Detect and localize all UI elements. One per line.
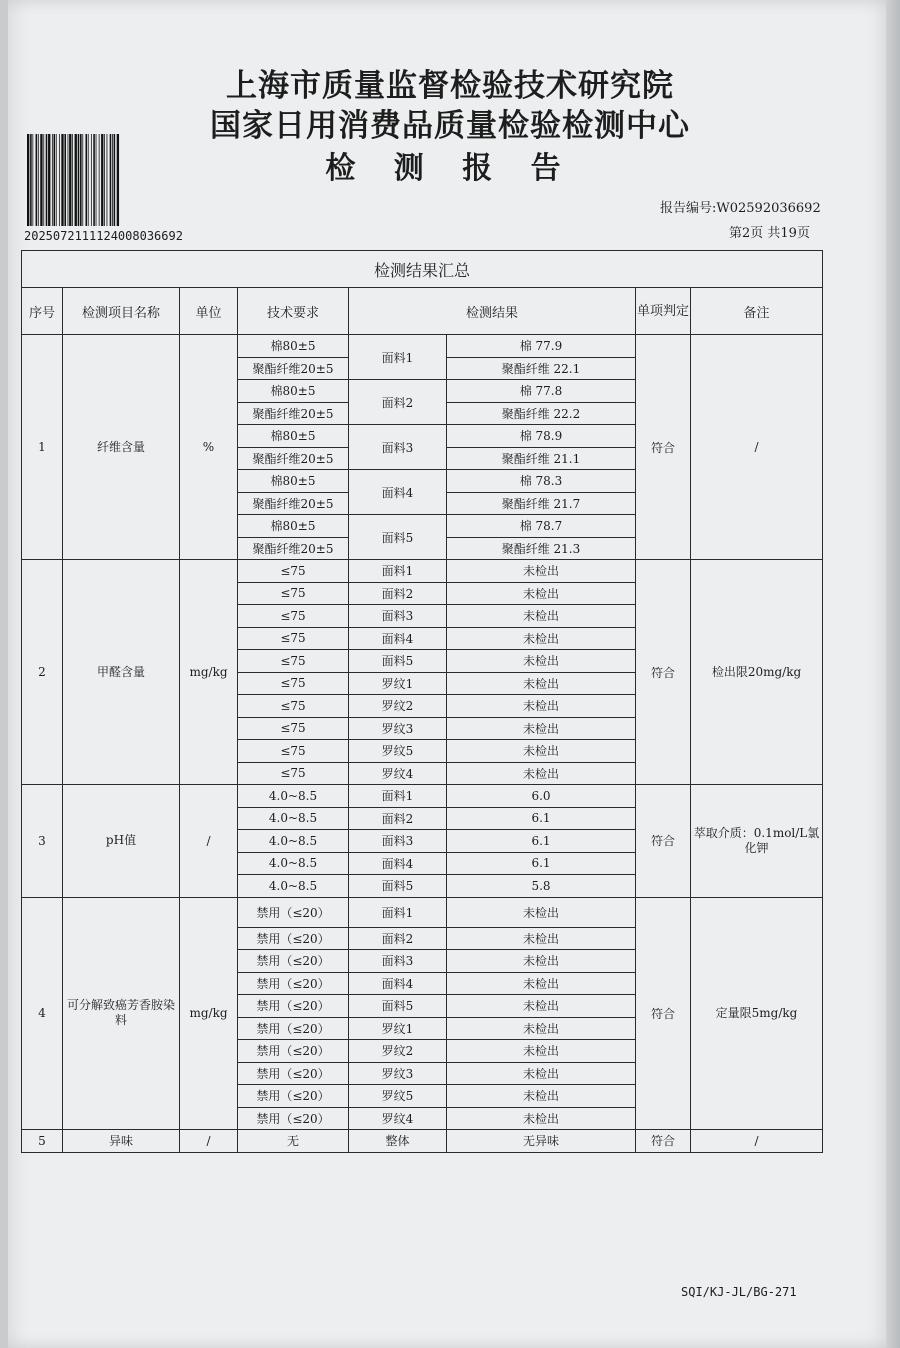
result-cell: 未检出 [447,972,636,995]
requirement-cell: 聚酯纤维20±5 [238,537,349,560]
unit-cell: mg/kg [180,897,238,1130]
results-summary-table [21,250,823,1153]
sample-part-cell: 罗纹3 [349,1062,447,1085]
requirement-cell: 禁用（≤20） [238,1040,349,1063]
binding-edge [886,0,900,1348]
form-code: SQI/KJ-JL/BG-271 [681,1285,797,1299]
handwritten-note [858,360,884,460]
requirement-cell: 聚酯纤维20±5 [238,357,349,380]
sample-part-cell: 面料3 [349,425,447,470]
requirement-cell: 禁用（≤20） [238,927,349,950]
document-title: 检 测 报 告 [325,151,575,186]
page-number: 第2页 共19页 [729,226,810,241]
requirement-cell: 禁用（≤20） [238,1017,349,1040]
remark-cell: / [691,1130,823,1153]
unit-cell: mg/kg [180,560,238,785]
requirement-cell: ≤75 [238,582,349,605]
header-requirement: 技术要求 [238,288,349,335]
sample-part-cell: 面料3 [349,950,447,973]
org-name-line1: 上海市质量监督检验技术研究院 [226,68,674,104]
result-cell: 无异味 [447,1130,636,1153]
sample-part-cell: 面料5 [349,875,447,898]
result-cell: 未检出 [447,995,636,1018]
result-cell: 棉 77.8 [447,380,636,403]
result-cell: 6.0 [447,785,636,808]
judgement-cell: 符合 [636,897,691,1130]
item-name-cell: 甲醛含量 [63,560,180,785]
judgement-cell: 符合 [636,560,691,785]
requirement-cell: 4.0~8.5 [238,875,349,898]
requirement-cell: 4.0~8.5 [238,852,349,875]
requirement-cell: 棉80±5 [238,425,349,448]
requirement-cell: 棉80±5 [238,380,349,403]
barcode-image [26,134,192,226]
table-row [22,560,823,583]
sample-part-cell: 罗纹4 [349,1107,447,1130]
unit-cell: / [180,1130,238,1153]
result-cell: 未检出 [447,650,636,673]
unit-cell: % [180,335,238,560]
unit-cell: / [180,785,238,898]
judgement-cell: 符合 [636,1130,691,1153]
result-cell: 聚酯纤维 21.7 [447,492,636,515]
sample-part-cell: 面料3 [349,830,447,853]
result-cell: 未检出 [447,1062,636,1085]
item-name-cell: 异味 [63,1130,180,1153]
requirement-cell: ≤75 [238,740,349,763]
seq-cell: 5 [22,1130,63,1153]
result-cell: 棉 78.9 [447,425,636,448]
requirement-cell: 禁用（≤20） [238,1062,349,1085]
table-row [22,785,823,808]
item-name-cell: pH值 [63,785,180,898]
result-cell: 未检出 [447,897,636,927]
requirement-cell: ≤75 [238,717,349,740]
result-cell: 未检出 [447,672,636,695]
sample-part-cell: 面料4 [349,627,447,650]
result-cell: 未检出 [447,695,636,718]
sample-part-cell: 面料2 [349,380,447,425]
result-cell: 棉 78.7 [447,515,636,538]
requirement-cell: 棉80±5 [238,515,349,538]
requirement-cell: 无 [238,1130,349,1153]
result-cell: 未检出 [447,605,636,628]
header-seq: 序号 [22,288,63,335]
requirement-cell: 聚酯纤维20±5 [238,492,349,515]
header-remark: 备注 [691,288,823,335]
judgement-cell: 符合 [636,785,691,898]
requirement-cell: 禁用（≤20） [238,972,349,995]
seq-cell: 4 [22,897,63,1130]
sample-part-cell: 面料5 [349,650,447,673]
result-cell: 6.1 [447,852,636,875]
requirement-cell: 4.0~8.5 [238,807,349,830]
seq-cell: 1 [22,335,63,560]
requirement-cell: 禁用（≤20） [238,1107,349,1130]
requirement-cell: 禁用（≤20） [238,950,349,973]
sample-part-cell: 面料3 [349,605,447,628]
sample-part-cell: 面料4 [349,852,447,875]
result-cell: 棉 78.3 [447,470,636,493]
sample-part-cell: 罗纹2 [349,695,447,718]
remark-cell: / [691,335,823,560]
sample-part-cell: 面料1 [349,785,447,808]
requirement-cell: 4.0~8.5 [238,785,349,808]
sample-part-cell: 罗纹4 [349,762,447,785]
header-judgement: 单项判定 [636,288,691,335]
remark-cell: 检出限20mg/kg [691,560,823,785]
requirement-cell: ≤75 [238,762,349,785]
header-unit: 单位 [180,288,238,335]
sample-part-cell: 罗纹5 [349,1085,447,1108]
result-cell: 未检出 [447,1017,636,1040]
sample-part-cell: 面料4 [349,972,447,995]
header-result: 检测结果 [349,288,636,335]
requirement-cell: ≤75 [238,627,349,650]
requirement-cell: ≤75 [238,650,349,673]
result-cell: 未检出 [447,740,636,763]
requirement-cell: 禁用（≤20） [238,897,349,927]
requirement-cell: ≤75 [238,695,349,718]
requirement-cell: 棉80±5 [238,335,349,358]
result-cell: 未检出 [447,560,636,583]
requirement-cell: 聚酯纤维20±5 [238,447,349,470]
result-cell: 6.1 [447,830,636,853]
requirement-cell: 棉80±5 [238,470,349,493]
requirement-cell: 4.0~8.5 [238,830,349,853]
sample-part-cell: 面料4 [349,470,447,515]
barcode-number: 20250721111240080366​92 [24,229,183,243]
result-cell: 未检出 [447,927,636,950]
sample-part-cell: 面料1 [349,897,447,927]
sample-part-cell: 罗纹1 [349,672,447,695]
sample-part-cell: 罗纹3 [349,717,447,740]
result-cell: 聚酯纤维 22.2 [447,402,636,425]
result-cell: 聚酯纤维 21.1 [447,447,636,470]
seq-cell: 2 [22,560,63,785]
sample-part-cell: 面料2 [349,807,447,830]
sample-part-cell: 面料2 [349,582,447,605]
requirement-cell: 禁用（≤20） [238,995,349,1018]
sample-part-cell: 面料5 [349,515,447,560]
result-cell: 未检出 [447,1085,636,1108]
sample-part-cell: 罗纹2 [349,1040,447,1063]
requirement-cell: ≤75 [238,605,349,628]
sample-part-cell: 罗纹1 [349,1017,447,1040]
requirement-cell: 禁用（≤20） [238,1085,349,1108]
result-cell: 聚酯纤维 22.1 [447,357,636,380]
sample-part-cell: 面料1 [349,560,447,583]
table-row [22,335,823,358]
result-cell: 未检出 [447,627,636,650]
requirement-cell: 聚酯纤维20±5 [238,402,349,425]
result-cell: 未检出 [447,717,636,740]
table-caption: 检测结果汇总 [22,251,823,288]
result-cell: 6.1 [447,807,636,830]
item-name-cell: 纤维含量 [63,335,180,560]
header-item: 检测项目名称 [63,288,180,335]
requirement-cell: ≤75 [238,672,349,695]
result-cell: 未检出 [447,762,636,785]
table-row [22,1130,823,1153]
sample-part-cell: 面料1 [349,335,447,380]
result-cell: 未检出 [447,582,636,605]
sample-part-cell: 整体 [349,1130,447,1153]
result-cell: 聚酯纤维 21.3 [447,537,636,560]
result-cell: 棉 77.9 [447,335,636,358]
report-number: 报告编号:W02592036692 [660,201,821,216]
result-cell: 未检出 [447,950,636,973]
seq-cell: 3 [22,785,63,898]
sample-part-cell: 面料2 [349,927,447,950]
result-cell: 5.8 [447,875,636,898]
remark-cell: 萃取介质：0.1mol/L氯化钾 [691,785,823,898]
sample-part-cell: 罗纹5 [349,740,447,763]
item-name-cell: 可分解致癌芳香胺染料 [63,897,180,1130]
requirement-cell: ≤75 [238,560,349,583]
sample-part-cell: 面料5 [349,995,447,1018]
result-cell: 未检出 [447,1040,636,1063]
org-name-line2: 国家日用消费品质量检验检测中心 [210,108,690,144]
result-cell: 未检出 [447,1107,636,1130]
table-row [22,897,823,927]
judgement-cell: 符合 [636,335,691,560]
remark-cell: 定量限5mg/kg [691,897,823,1130]
